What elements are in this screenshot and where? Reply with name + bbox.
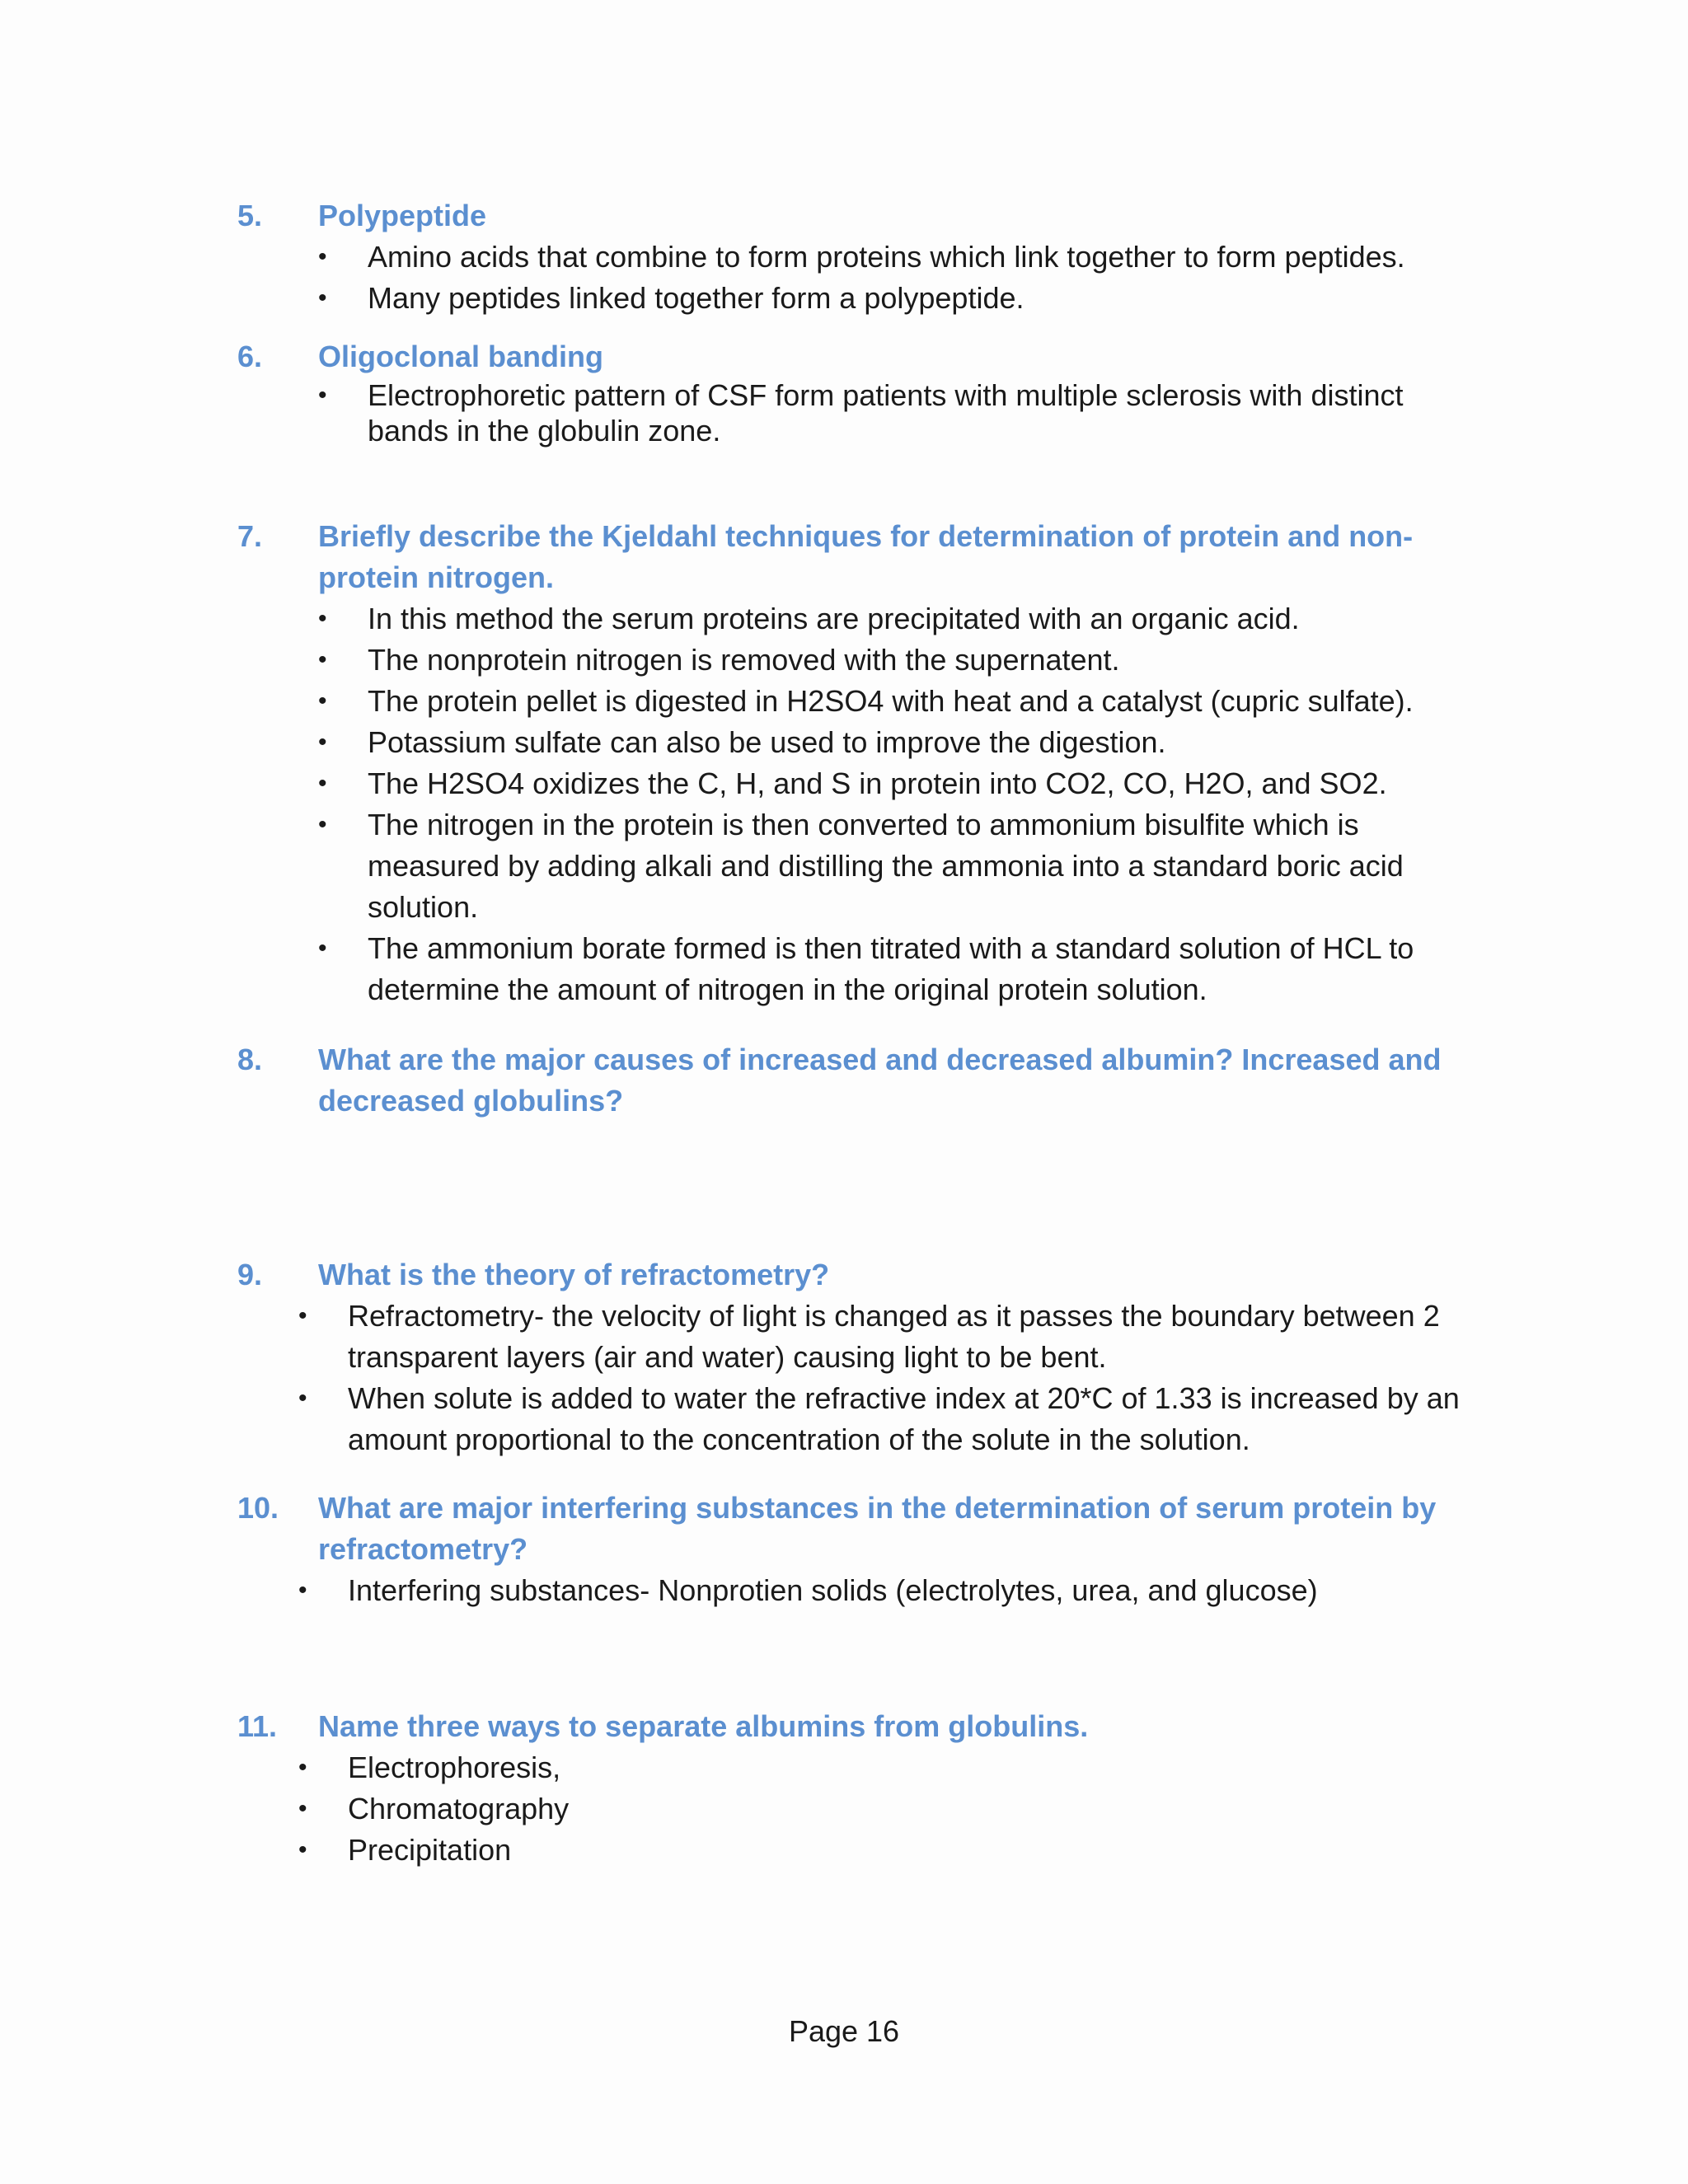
page-number: Page 16 bbox=[788, 2014, 900, 2048]
bullet-icon: • bbox=[298, 1385, 307, 1412]
bullet-list bbox=[237, 1570, 1507, 1611]
list-item bbox=[237, 681, 1457, 722]
list-item-text: Chromatography bbox=[348, 1792, 570, 1825]
section-number: 9. bbox=[237, 1258, 263, 1291]
bullet-icon: • bbox=[318, 382, 327, 409]
bullet-icon: • bbox=[318, 811, 327, 838]
section-heading bbox=[237, 1039, 1507, 1122]
section-albumin-causes bbox=[237, 1039, 1507, 1122]
list-item bbox=[237, 1570, 1507, 1611]
section-heading bbox=[237, 195, 1507, 237]
section-heading bbox=[237, 1706, 1507, 1747]
section-title: What are the major causes of increased and decreased albumin? Increased and decreased globulins? bbox=[318, 1043, 1442, 1118]
list-item-text: Potassium sulfate can also be used to improve the digestion. bbox=[368, 725, 1166, 759]
list-item bbox=[237, 278, 1507, 319]
list-item-text: The protein pellet is digested in H2SO4 with heat and a catalyst (cupric sulfate). bbox=[368, 684, 1414, 718]
bullet-list bbox=[237, 377, 1441, 448]
list-item-text: Amino acids that combine to form proteins which link together to form peptides. bbox=[368, 240, 1405, 274]
bullet-icon: • bbox=[318, 770, 327, 797]
section-title: Name three ways to separate albumins from globulins. bbox=[318, 1709, 1089, 1743]
list-item-text: Electrophoresis, bbox=[348, 1750, 561, 1784]
section-number: 5. bbox=[237, 199, 263, 232]
section-kjeldahl bbox=[237, 516, 1507, 1010]
section-interfering-substances bbox=[237, 1488, 1507, 1611]
bullet-icon: • bbox=[318, 646, 327, 673]
bullet-list bbox=[237, 1296, 1490, 1460]
section-title: Oligoclonal banding bbox=[318, 340, 603, 373]
section-title: What are major interfering substances in the determination of serum protein by refractometry? bbox=[318, 1491, 1437, 1566]
list-item bbox=[237, 1378, 1490, 1460]
section-number: 7. bbox=[237, 519, 263, 553]
bullet-icon: • bbox=[298, 1577, 307, 1604]
list-item-text: In this method the serum proteins are precipitated with an organic acid. bbox=[368, 602, 1300, 635]
section-title: Briefly describe the Kjeldahl techniques for determination of protein and non-protein nitrogen. bbox=[318, 519, 1414, 594]
list-item bbox=[237, 1296, 1490, 1378]
bullet-icon: • bbox=[318, 243, 327, 270]
list-item-text: Interfering substances- Nonprotien solids (electrolytes, urea, and glucose) bbox=[348, 1573, 1318, 1607]
list-item bbox=[237, 722, 1457, 763]
bullet-list bbox=[237, 237, 1507, 319]
section-separate-albumins bbox=[237, 1706, 1507, 1871]
section-oligoclonal-banding bbox=[237, 336, 1507, 448]
list-item bbox=[237, 237, 1507, 278]
list-item bbox=[237, 598, 1457, 640]
section-polypeptide bbox=[237, 195, 1507, 319]
list-item-text: Refractometry- the velocity of light is changed as it passes the boundary between 2 transparent layers (air and water) causing light to be bent. bbox=[348, 1299, 1440, 1374]
section-heading bbox=[237, 1254, 1507, 1296]
bullet-list bbox=[237, 598, 1457, 1010]
section-title: Polypeptide bbox=[318, 199, 487, 232]
list-item bbox=[237, 804, 1457, 928]
bullet-icon: • bbox=[298, 1302, 307, 1329]
bullet-icon: • bbox=[318, 687, 327, 715]
bullet-icon: • bbox=[318, 729, 327, 756]
bullet-icon: • bbox=[318, 935, 327, 962]
section-number: 10. bbox=[237, 1491, 279, 1525]
list-item bbox=[237, 763, 1457, 804]
section-heading bbox=[237, 336, 1507, 377]
list-item bbox=[237, 1830, 1507, 1871]
section-number: 6. bbox=[237, 340, 263, 373]
section-title: What is the theory of refractometry? bbox=[318, 1258, 830, 1291]
bullet-icon: • bbox=[318, 605, 327, 632]
bullet-list bbox=[237, 1747, 1507, 1871]
list-item bbox=[237, 377, 1441, 448]
bullet-icon: • bbox=[318, 284, 327, 312]
section-refractometry-theory bbox=[237, 1254, 1507, 1460]
list-item-text: The H2SO4 oxidizes the C, H, and S in protein into CO2, CO, H2O, and SO2. bbox=[368, 766, 1387, 800]
list-item-text: The ammonium borate formed is then titrated with a standard solution of HCL to determine the amount of nitrogen in the original protein solution. bbox=[368, 931, 1414, 1006]
list-item bbox=[237, 640, 1457, 681]
list-item bbox=[237, 1788, 1507, 1830]
list-item-text: The nonprotein nitrogen is removed with the supernatent. bbox=[368, 643, 1120, 677]
list-item-text: When solute is added to water the refractive index at 20*C of 1.33 is increased by an amount proportional to the concentration of the solute in the solution. bbox=[348, 1381, 1460, 1456]
list-item bbox=[237, 1747, 1507, 1788]
list-item-text: Many peptides linked together form a polypeptide. bbox=[368, 281, 1025, 315]
bullet-icon: • bbox=[298, 1795, 307, 1822]
section-heading bbox=[237, 1488, 1507, 1570]
list-item bbox=[237, 928, 1457, 1010]
section-number: 8. bbox=[237, 1043, 263, 1076]
list-item-text: Precipitation bbox=[348, 1833, 512, 1867]
list-item-text: Electrophoretic pattern of CSF form patients with multiple sclerosis with distinct bands in the globulin zone. bbox=[368, 378, 1404, 448]
bullet-icon: • bbox=[298, 1754, 307, 1781]
section-heading bbox=[237, 516, 1507, 598]
list-item-text: The nitrogen in the protein is then converted to ammonium bisulfite which is measured by adding alkali and distilling the ammonia into a standard boric acid solution. bbox=[368, 808, 1404, 924]
section-number: 11. bbox=[237, 1709, 278, 1743]
bullet-icon: • bbox=[298, 1836, 307, 1863]
